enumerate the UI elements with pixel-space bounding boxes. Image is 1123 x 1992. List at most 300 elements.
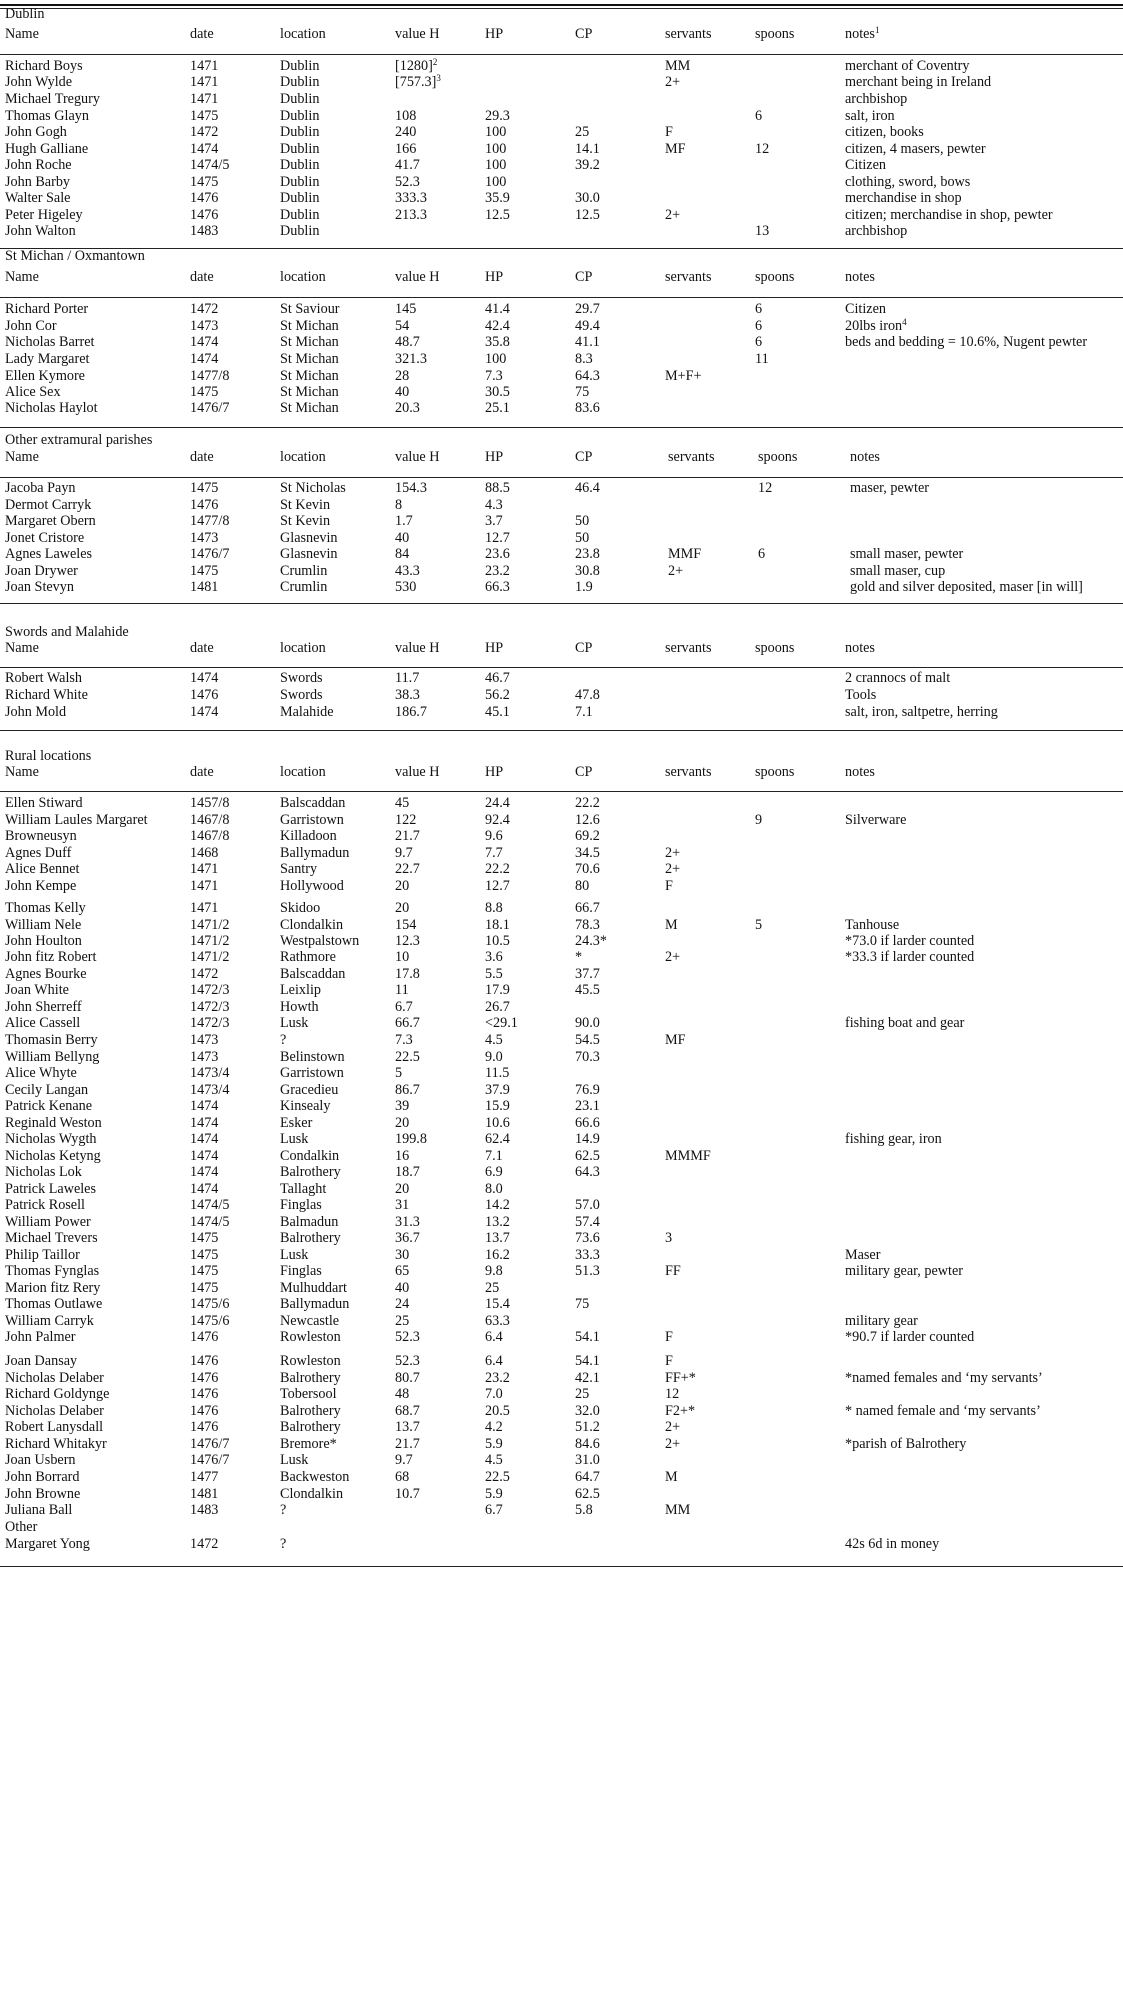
cell-value-h: 17.8	[395, 966, 420, 982]
cell-location: Gracedieu	[280, 1082, 339, 1098]
cell-value-h: 52.3	[395, 1353, 420, 1369]
cell-hp: 5.9	[485, 1436, 503, 1452]
cell-cp: 84.6	[575, 1436, 600, 1452]
header-rule	[0, 297, 1123, 298]
cell-date: date	[190, 269, 214, 285]
cell-location: Crumlin	[280, 579, 328, 595]
cell-notes: military gear, pewter	[845, 1263, 964, 1279]
cell-cp: 30.0	[575, 190, 600, 206]
cell-location: Dublin	[280, 58, 320, 74]
cell-name: Peter Higeley	[5, 207, 83, 223]
cell-date: 1475	[190, 174, 219, 190]
cell-location: St Michan	[280, 318, 339, 334]
cell-hp: 5.5	[485, 966, 503, 982]
header-row	[0, 267, 1123, 288]
cell-date: 1474/5	[190, 1214, 230, 1230]
cell-location: Dublin	[280, 91, 320, 107]
cell-value-h: 21.7	[395, 1436, 420, 1452]
cell-notes: *named females and ‘my servants’	[845, 1370, 1043, 1386]
cell-hp: 9.8	[485, 1263, 503, 1279]
cell-date: 1476	[190, 497, 219, 513]
cell-location: Glasnevin	[280, 530, 338, 546]
cell-notes: archbishop	[845, 91, 908, 107]
cell-name: William Nele	[5, 917, 82, 933]
cell-name: Margaret Yong	[5, 1536, 90, 1552]
cell-value-h: 48	[395, 1386, 410, 1402]
cell-value-h: 21.7	[395, 828, 420, 844]
cell-value-h: 7.3	[395, 1032, 413, 1048]
cell-cp: CP	[575, 640, 593, 656]
cell-servants: MMMF	[665, 1148, 711, 1164]
cell-spoons: 13	[755, 223, 770, 239]
cell-notes: gold and silver deposited, maser [in will]	[850, 579, 1083, 595]
cell-name: John Cor	[5, 318, 57, 334]
cell-date: 1472	[190, 966, 219, 982]
cell-spoons: 6	[755, 108, 763, 124]
cell-servants: 2+	[665, 207, 681, 223]
cell-cp: 78.3	[575, 917, 600, 933]
cell-servants: 2+	[665, 949, 681, 965]
cell-cp: 83.6	[575, 400, 600, 416]
cell-name: Nicholas Haylot	[5, 400, 98, 416]
section-title: Rural locations	[5, 748, 92, 764]
cell-location: location	[280, 269, 326, 285]
cell-spoons: spoons	[755, 26, 795, 42]
cell-location: Balrothery	[280, 1164, 341, 1180]
cell-location: Swords	[280, 687, 323, 703]
cell-hp: <29.1	[485, 1015, 518, 1031]
cell-cp: 64.7	[575, 1469, 600, 1485]
cell-location: Dublin	[280, 108, 320, 124]
cell-name: Richard Whitakyr	[5, 1436, 107, 1452]
cell-hp: 12.7	[485, 878, 510, 894]
cell-notes: notes	[850, 449, 880, 465]
cell-name: Marion fitz Rery	[5, 1280, 101, 1296]
cell-value-h: 20	[395, 1115, 410, 1131]
cell-hp: 20.5	[485, 1403, 510, 1419]
cell-date: 1476	[190, 1386, 219, 1402]
cell-value-h: 12.3	[395, 933, 420, 949]
cell-notes: merchandise in shop	[845, 190, 962, 206]
cell-name: Thomas Glayn	[5, 108, 89, 124]
cell-servants: servants	[668, 449, 715, 465]
cell-notes: notes	[845, 269, 875, 285]
cell-name: Robert Walsh	[5, 670, 83, 686]
cell-location: St Kevin	[280, 513, 331, 529]
cell-servants: servants	[665, 269, 712, 285]
cell-value-h: 40	[395, 384, 410, 400]
cell-name: Alice Sex	[5, 384, 61, 400]
cell-hp: 4.3	[485, 497, 503, 513]
cell-location: ?	[280, 1502, 287, 1518]
cell-date: 1475	[190, 1247, 219, 1263]
cell-location: location	[280, 764, 326, 780]
cell-location: St Kevin	[280, 497, 331, 513]
table-row	[0, 577, 1123, 598]
cell-name: Robert Lanysdall	[5, 1419, 104, 1435]
cell-location: St Michan	[280, 334, 339, 350]
cell-name: Ellen Stiward	[5, 795, 83, 811]
section-rule	[0, 1566, 1123, 1567]
cell-cp: *	[575, 949, 583, 965]
table-row	[0, 1500, 1123, 1521]
cell-location: Dublin	[280, 124, 320, 140]
section-title: Swords and Malahide	[5, 624, 129, 640]
cell-value-h: 66.7	[395, 1015, 420, 1031]
cell-notes: citizen; merchandise in shop, pewter	[845, 207, 1053, 223]
cell-cp: 33.3	[575, 1247, 600, 1263]
cell-value-h: 68	[395, 1469, 410, 1485]
cell-location: Tobersool	[280, 1386, 337, 1402]
cell-date: 1473/4	[190, 1082, 230, 1098]
cell-value-h: 122	[395, 812, 417, 828]
cell-date: 1476	[190, 190, 219, 206]
cell-date: 1475	[190, 1280, 219, 1296]
cell-notes: citizen, 4 masers, pewter	[845, 141, 986, 157]
cell-name: Name	[5, 764, 39, 780]
section-rule	[0, 427, 1123, 428]
cell-notes: Tools	[845, 687, 877, 703]
cell-name: Thomas Fynglas	[5, 1263, 100, 1279]
cell-spoons: 6	[755, 301, 763, 317]
cell-hp: 6.7	[485, 1502, 503, 1518]
cell-name: Joan Dansay	[5, 1353, 78, 1369]
cell-text: [1280]	[395, 58, 433, 74]
cell-hp: 100	[485, 157, 507, 173]
cell-cp: 64.3	[575, 1164, 600, 1180]
cell-date: 1475	[190, 480, 219, 496]
cell-date: date	[190, 26, 214, 42]
cell-value-h: 30	[395, 1247, 410, 1263]
cell-date: 1475	[190, 1230, 219, 1246]
cell-value-h: 9.7	[395, 845, 413, 861]
cell-date: 1475	[190, 384, 219, 400]
cell-name: John Gogh	[5, 124, 67, 140]
cell-name: William Power	[5, 1214, 91, 1230]
cell-name: Hugh Galliane	[5, 141, 89, 157]
cell-cp: 76.9	[575, 1082, 600, 1098]
cell-location: Balrothery	[280, 1230, 341, 1246]
cell-name: Joan Drywer	[5, 563, 78, 579]
cell-name: Michael Tregury	[5, 91, 100, 107]
cell-name: Agnes Duff	[5, 845, 72, 861]
cell-location: Tallaght	[280, 1181, 327, 1197]
cell-hp: 15.4	[485, 1296, 510, 1312]
cell-value-h: value H	[395, 449, 440, 465]
cell-hp: 23.6	[485, 546, 510, 562]
cell-notes: 42s 6d in money	[845, 1536, 940, 1552]
cell-name: Jacoba Payn	[5, 480, 76, 496]
cell-date: 1474	[190, 704, 219, 720]
cell-name: Nicholas Delaber	[5, 1403, 104, 1419]
cell-spoons: spoons	[755, 640, 795, 656]
cell-cp: 54.1	[575, 1353, 600, 1369]
header-row	[0, 638, 1123, 659]
cell-servants: 3	[665, 1230, 673, 1246]
cell-date: 1473	[190, 1049, 219, 1065]
header-row	[0, 447, 1123, 468]
cell-name: Agnes Bourke	[5, 966, 87, 982]
cell-location: St Michan	[280, 384, 339, 400]
cell-servants: F	[665, 1329, 673, 1345]
cell-value-h: 24	[395, 1296, 410, 1312]
cell-hp: 15.9	[485, 1098, 510, 1114]
cell-hp: 10.5	[485, 933, 510, 949]
cell-servants: F	[665, 1353, 673, 1369]
cell-date: 1475	[190, 108, 219, 124]
cell-name: John Palmer	[5, 1329, 76, 1345]
cell-hp: 5.9	[485, 1486, 503, 1502]
cell-hp: 9.6	[485, 828, 503, 844]
cell-notes: small maser, pewter	[850, 546, 964, 562]
cell-value-h: 52.3	[395, 1329, 420, 1345]
cell-notes: notes	[845, 764, 875, 780]
cell-value-h: 65	[395, 1263, 410, 1279]
cell-date: 1476	[190, 1353, 219, 1369]
cell-servants: 2+	[665, 1419, 681, 1435]
cell-date: 1476	[190, 207, 219, 223]
cell-spoons: 9	[755, 812, 763, 828]
cell-notes: salt, iron	[845, 108, 895, 124]
section-title: Dublin	[5, 6, 45, 22]
cell-location: Dublin	[280, 207, 320, 223]
cell-hp: 7.0	[485, 1386, 503, 1402]
cell-hp: 16.2	[485, 1247, 510, 1263]
cell-notes: beds and bedding = 10.6%, Nugent pewter	[845, 334, 1088, 350]
cell-date: 1474/5	[190, 157, 230, 173]
cell-hp: 12.5	[485, 207, 510, 223]
cell-notes: clothing, sword, bows	[845, 174, 971, 190]
cell-cp: 14.9	[575, 1131, 600, 1147]
cell-location: Howth	[280, 999, 319, 1015]
cell-location: Backweston	[280, 1469, 350, 1485]
cell-value-h: 22.7	[395, 861, 420, 877]
cell-name: John Roche	[5, 157, 72, 173]
cell-date: 1475/6	[190, 1313, 230, 1329]
footnote-marker: 2	[432, 57, 438, 67]
cell-date: 1476/7	[190, 1436, 230, 1452]
cell-hp: 46.7	[485, 670, 510, 686]
footnote-marker: 1	[874, 25, 880, 35]
cell-name: Thomas Outlawe	[5, 1296, 103, 1312]
cell-value-h: 1.7	[395, 513, 413, 529]
cell-date: 1476/7	[190, 546, 230, 562]
cell-location: Westpalstown	[280, 933, 360, 949]
cell-name: Reginald Weston	[5, 1115, 102, 1131]
cell-servants: 2+	[665, 845, 681, 861]
cell-notes	[845, 24, 879, 45]
cell-value-h: 10.7	[395, 1486, 420, 1502]
cell-location: Mulhuddart	[280, 1280, 347, 1296]
cell-notes: *33.3 if larder counted	[845, 949, 975, 965]
cell-notes: Citizen	[845, 301, 886, 317]
cell-location: Hollywood	[280, 878, 344, 894]
cell-name: Nicholas Delaber	[5, 1370, 104, 1386]
cell-servants: F2+*	[665, 1403, 696, 1419]
cell-cp: 66.7	[575, 900, 600, 916]
cell-hp: 41.4	[485, 301, 510, 317]
cell-date: 1473	[190, 1032, 219, 1048]
cell-date: 1473/4	[190, 1065, 230, 1081]
cell-cp: 12.5	[575, 207, 600, 223]
cell-servants: MF	[665, 1032, 686, 1048]
cell-name: Patrick Rosell	[5, 1197, 85, 1213]
cell-date: 1477	[190, 1469, 219, 1485]
cell-name: Michael Trevers	[5, 1230, 98, 1246]
cell-hp: 14.2	[485, 1197, 510, 1213]
cell-cp: 24.3*	[575, 933, 607, 949]
cell-cp: CP	[575, 449, 593, 465]
cell-date: 1471/2	[190, 933, 230, 949]
cell-notes: 2 crannocs of malt	[845, 670, 951, 686]
cell-value-h: 48.7	[395, 334, 420, 350]
cell-value-h: 41.7	[395, 157, 420, 173]
cell-location: St Michan	[280, 368, 339, 384]
cell-hp: 4.5	[485, 1452, 503, 1468]
cell-cp: 51.2	[575, 1419, 600, 1435]
cell-date: 1474	[190, 1098, 219, 1114]
cell-location: Crumlin	[280, 563, 328, 579]
cell-cp: 14.1	[575, 141, 600, 157]
cell-value-h: 68.7	[395, 1403, 420, 1419]
cell-date: 1471	[190, 878, 219, 894]
cell-cp: 25	[575, 1386, 590, 1402]
cell-location: Glasnevin	[280, 546, 338, 562]
cell-notes: salt, iron, saltpetre, herring	[845, 704, 998, 720]
cell-location: Swords	[280, 670, 323, 686]
cell-cp: 70.3	[575, 1049, 600, 1065]
cell-hp: 88.5	[485, 480, 510, 496]
cell-date: 1475/6	[190, 1296, 230, 1312]
cell-location: Leixlip	[280, 982, 321, 998]
cell-servants: servants	[665, 26, 712, 42]
cell-date: date	[190, 764, 214, 780]
cell-cp: 32.0	[575, 1403, 600, 1419]
cell-servants: M+F+	[665, 368, 702, 384]
cell-name: William Carryk	[5, 1313, 94, 1329]
cell-value-h: 240	[395, 124, 417, 140]
cell-hp: 23.2	[485, 1370, 510, 1386]
cell-location: Skidoo	[280, 900, 321, 916]
cell-value-h: 213.3	[395, 207, 427, 223]
cell-servants: servants	[665, 764, 712, 780]
cell-value-h: 154.3	[395, 480, 427, 496]
cell-spoons: 6	[755, 318, 763, 334]
cell-hp: 7.3	[485, 368, 503, 384]
cell-name: Alice Bennet	[5, 861, 80, 877]
cell-name: Joan White	[5, 982, 69, 998]
cell-servants: 2+	[665, 74, 681, 90]
cell-spoons: spoons	[755, 764, 795, 780]
cell-notes: maser, pewter	[850, 480, 930, 496]
cell-cp: 29.7	[575, 301, 600, 317]
top-rule	[0, 4, 1123, 6]
cell-notes: fishing gear, iron	[845, 1131, 942, 1147]
cell-date: 1474	[190, 1115, 219, 1131]
top-rule-inner	[0, 8, 1123, 9]
cell-location: Finglas	[280, 1263, 322, 1279]
cell-notes: notes	[845, 640, 875, 656]
cell-hp: 13.2	[485, 1214, 510, 1230]
cell-cp: 1.9	[575, 579, 593, 595]
cell-location: St Michan	[280, 351, 339, 367]
cell-location: Dublin	[280, 190, 320, 206]
cell-cp: 41.1	[575, 334, 600, 350]
cell-notes: *parish of Balrothery	[845, 1436, 967, 1452]
section-title: St Michan / Oxmantown	[5, 248, 145, 264]
cell-hp: 8.0	[485, 1181, 503, 1197]
cell-location: Balscaddan	[280, 795, 346, 811]
cell-hp: HP	[485, 640, 504, 656]
cell-notes: citizen, books	[845, 124, 924, 140]
cell-value-h: 11.7	[395, 670, 420, 686]
cell-date: 1471	[190, 58, 219, 74]
cell-cp: 66.6	[575, 1115, 600, 1131]
cell-spoons: 12	[755, 141, 770, 157]
cell-date: 1481	[190, 1486, 219, 1502]
cell-value-h: 321.3	[395, 351, 427, 367]
cell-value-h: 186.7	[395, 704, 427, 720]
cell-location: Clondalkin	[280, 917, 344, 933]
cell-hp: 42.4	[485, 318, 510, 334]
cell-location: Balmadun	[280, 1214, 339, 1230]
cell-date: 1474	[190, 1181, 219, 1197]
cell-location: Dublin	[280, 141, 320, 157]
cell-hp: 7.7	[485, 845, 503, 861]
cell-date: 1476	[190, 1329, 219, 1345]
cell-hp: 4.2	[485, 1419, 503, 1435]
cell-date: 1471	[190, 900, 219, 916]
cell-name: Name	[5, 269, 39, 285]
cell-cp: 31.0	[575, 1452, 600, 1468]
cell-cp: 51.3	[575, 1263, 600, 1279]
cell-value-h: 80.7	[395, 1370, 420, 1386]
cell-cp: 64.3	[575, 368, 600, 384]
cell-cp: 75	[575, 384, 590, 400]
cell-date: 1472/3	[190, 999, 230, 1015]
cell-value-h: 20	[395, 900, 410, 916]
cell-servants: M	[665, 1469, 678, 1485]
cell-text: 20lbs iron	[845, 318, 903, 334]
cell-cp: 46.4	[575, 480, 600, 496]
cell-name: Joan Stevyn	[5, 579, 74, 595]
cell-value-h: 199.8	[395, 1131, 427, 1147]
cell-location: Ballymadun	[280, 845, 350, 861]
cell-hp: 4.5	[485, 1032, 503, 1048]
cell-servants: servants	[665, 640, 712, 656]
cell-value-h: 530	[395, 579, 417, 595]
cell-location: Garristown	[280, 1065, 344, 1081]
cell-hp: 62.4	[485, 1131, 510, 1147]
cell-name: William Laules Margaret	[5, 812, 148, 828]
cell-name: Thomas Kelly	[5, 900, 86, 916]
cell-cp: 25	[575, 124, 590, 140]
cell-value-h: 108	[395, 108, 417, 124]
cell-cp: 54.5	[575, 1032, 600, 1048]
cell-notes: *73.0 if larder counted	[845, 933, 975, 949]
section-title: Other extramural parishes	[5, 432, 153, 448]
cell-location: Bremore*	[280, 1436, 337, 1452]
cell-cp: 57.4	[575, 1214, 600, 1230]
cell-date: 1474/5	[190, 1197, 230, 1213]
cell-date: 1474	[190, 141, 219, 157]
cell-date: 1472	[190, 301, 219, 317]
cell-cp: 69.2	[575, 828, 600, 844]
cell-name: Joan Usbern	[5, 1452, 76, 1468]
table-row	[0, 876, 1123, 897]
cell-notes: military gear	[845, 1313, 918, 1329]
cell-value-h: 40	[395, 530, 410, 546]
